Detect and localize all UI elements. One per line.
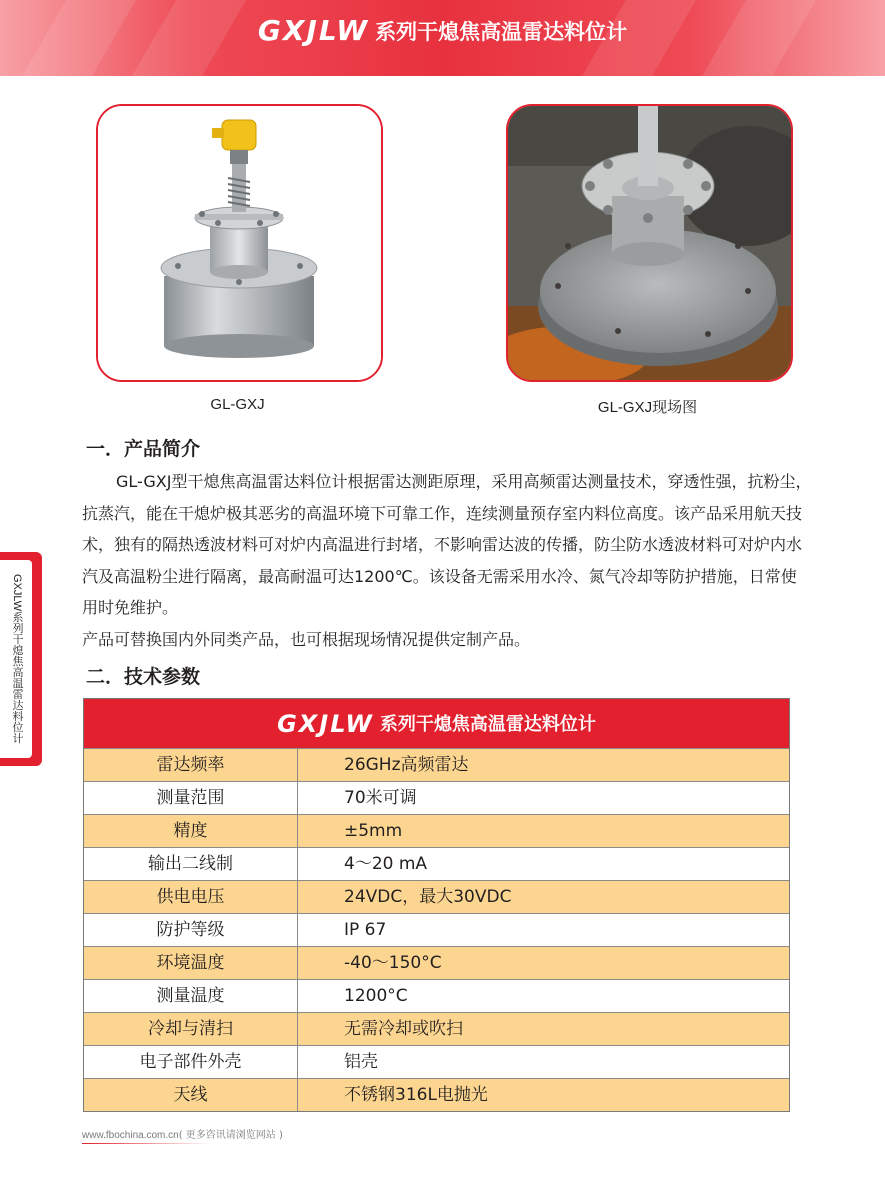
intro-paragraph: GL-GXJ型干熄焦高温雷达料位计根据雷达测距原理，采用高频雷达测量技术，穿透性强，抗粉尘，抗蒸汽，能在干熄炉极其恶劣的高温环境下可靠工作，连续测量预存室内料位高度。该产品采用航天技术，独有的隔热透波材料可对炉内高温进行封堵，不影响雷达波的传播，防尘防水透波材料可对炉内水汽及高温粉尘进行隔离，最高耐温可达1200℃。该设备无需采用水冷、氮气冷却等防护措施，日常使用时免维护。	[82, 472, 812, 617]
spec-label: 测量范围	[84, 782, 298, 814]
spec-value: 1200°C	[344, 986, 408, 1006]
spec-value: IP 67	[344, 920, 387, 940]
site-photo-caption: GL-GXJ现场图	[597, 399, 698, 416]
spec-label: 天线	[84, 1079, 298, 1111]
spec-table	[83, 698, 790, 1112]
table-row	[84, 847, 789, 880]
brand-logo-text: GXJLW	[257, 14, 370, 47]
site-photo	[506, 104, 793, 382]
footer-divider	[82, 1143, 212, 1144]
spec-label: 雷达频率	[84, 749, 298, 781]
header-banner	[0, 0, 885, 76]
spec-table-subtitle: 系列干熄焦高温雷达料位计	[379, 714, 596, 735]
intro-paragraph-2: 产品可替换国内外同类产品，也可根据现场情况提供定制产品。	[82, 629, 531, 649]
spec-value: 24VDC，最大30VDC	[344, 887, 512, 907]
page-subtitle: 系列干熄焦高温雷达料位计	[375, 19, 628, 44]
spec-table-brand: GXJLW	[277, 710, 374, 738]
spec-value: 无需冷却或吹扫	[344, 1019, 463, 1039]
page-title	[0, 14, 885, 47]
spec-label: 电子部件外壳	[84, 1046, 298, 1078]
table-row	[84, 781, 789, 814]
spec-value: 铝壳	[344, 1052, 378, 1072]
spec-label: 精度	[84, 815, 298, 847]
table-row	[84, 979, 789, 1012]
radar-level-meter-image	[98, 106, 381, 380]
spec-label: 防护等级	[84, 914, 298, 946]
side-tab	[0, 552, 42, 766]
table-row	[84, 1078, 789, 1111]
section-heading-intro: 一．产品简介	[86, 438, 201, 460]
spec-value: 4～20 mA	[344, 854, 428, 874]
spec-value: -40～150°C	[344, 953, 442, 973]
table-row	[84, 814, 789, 847]
section-heading-specs: 二．技术参数	[86, 666, 201, 688]
footer-url[interactable]: www.fbochina.com.cn	[82, 1130, 179, 1141]
spec-label: 测量温度	[84, 980, 298, 1012]
intro-text	[82, 466, 812, 655]
spec-value: ±5mm	[344, 821, 403, 841]
spec-label: 输出二线制	[84, 848, 298, 880]
spec-label: 供电电压	[84, 881, 298, 913]
spec-table-title	[84, 699, 789, 748]
side-tab-label: GXJLW系列干熄焦高温雷达料位计	[11, 574, 23, 744]
spec-value: 不锈钢316L电抛光	[344, 1085, 488, 1105]
table-row	[84, 748, 789, 781]
footer	[82, 1126, 283, 1141]
table-row	[84, 1045, 789, 1078]
table-row	[84, 913, 789, 946]
table-row	[84, 880, 789, 913]
footer-note: ( 更多咨讯请浏览网站 )	[178, 1130, 283, 1141]
spec-value: 70米可调	[344, 788, 417, 808]
installation-site-image	[508, 106, 791, 380]
spec-label: 冷却与清扫	[84, 1013, 298, 1045]
product-photo	[96, 104, 383, 382]
spec-value: 26GHz高频雷达	[344, 755, 469, 775]
table-row	[84, 946, 789, 979]
product-photo-caption: GL-GXJ	[210, 396, 265, 413]
table-row	[84, 1012, 789, 1045]
spec-label: 环境温度	[84, 947, 298, 979]
